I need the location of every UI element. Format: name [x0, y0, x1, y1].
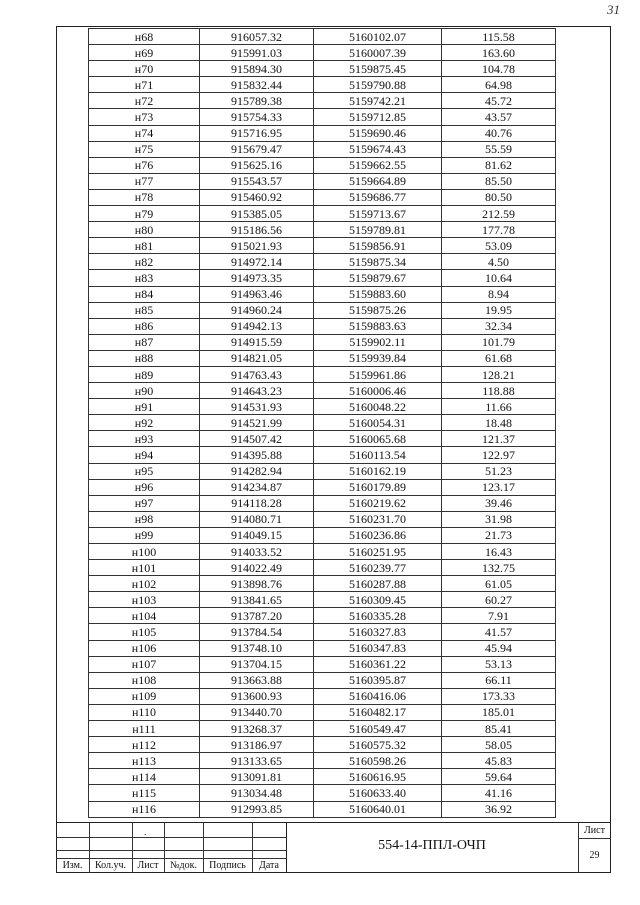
x-coordinate-cell: 915021.93: [200, 238, 314, 254]
distance-cell: 80.50: [442, 189, 556, 205]
x-coordinate-cell: 913600.93: [200, 688, 314, 704]
y-coordinate-cell: 5160598.26: [314, 753, 442, 769]
distance-cell: 41.16: [442, 785, 556, 801]
point-id-cell: н83: [89, 270, 200, 286]
y-coordinate-cell: 5159790.88: [314, 77, 442, 93]
table-row: [89, 495, 556, 511]
x-coordinate-cell: 914521.99: [200, 415, 314, 431]
y-coordinate-cell: 5160309.45: [314, 592, 442, 608]
x-coordinate-cell: 913091.81: [200, 769, 314, 785]
y-coordinate-cell: 5160416.06: [314, 688, 442, 704]
point-id-cell: н107: [89, 656, 200, 672]
table-row: [89, 334, 556, 350]
title-block-dot: .: [144, 827, 147, 837]
x-coordinate-cell: 914763.43: [200, 366, 314, 382]
point-id-cell: н99: [89, 527, 200, 543]
table-row: [89, 447, 556, 463]
point-id-cell: н81: [89, 238, 200, 254]
x-coordinate-cell: 915894.30: [200, 61, 314, 77]
distance-cell: 128.21: [442, 366, 556, 382]
y-coordinate-cell: 5159875.26: [314, 302, 442, 318]
y-coordinate-cell: 5160048.22: [314, 399, 442, 415]
y-coordinate-cell: 5160361.22: [314, 656, 442, 672]
distance-cell: 58.05: [442, 737, 556, 753]
point-id-cell: н78: [89, 189, 200, 205]
table-row: [89, 189, 556, 205]
point-id-cell: н75: [89, 141, 200, 157]
point-id-cell: н105: [89, 624, 200, 640]
distance-cell: 10.64: [442, 270, 556, 286]
distance-cell: 177.78: [442, 222, 556, 238]
y-coordinate-cell: 5160347.83: [314, 640, 442, 656]
point-id-cell: н84: [89, 286, 200, 302]
x-coordinate-cell: 914080.71: [200, 511, 314, 527]
point-id-cell: н90: [89, 383, 200, 399]
point-id-cell: н108: [89, 672, 200, 688]
distance-cell: 45.94: [442, 640, 556, 656]
sheet-label: Лист: [584, 825, 605, 836]
x-coordinate-cell: 914033.52: [200, 544, 314, 560]
table-row: [89, 109, 556, 125]
point-id-cell: н86: [89, 318, 200, 334]
x-coordinate-cell: 914395.88: [200, 447, 314, 463]
table-row: [89, 608, 556, 624]
table-row: [89, 350, 556, 366]
distance-cell: 36.92: [442, 801, 556, 817]
y-coordinate-cell: 5160236.86: [314, 527, 442, 543]
x-coordinate-cell: 914049.15: [200, 527, 314, 543]
y-coordinate-cell: 5159686.77: [314, 189, 442, 205]
table-row: [89, 238, 556, 254]
point-id-cell: н76: [89, 157, 200, 173]
x-coordinate-cell: 913663.88: [200, 672, 314, 688]
point-id-cell: н97: [89, 495, 200, 511]
distance-cell: 173.33: [442, 688, 556, 704]
table-row: [89, 785, 556, 801]
title-block: [56, 822, 611, 873]
table-row: [89, 801, 556, 817]
table-row: [89, 721, 556, 737]
point-id-cell: н87: [89, 334, 200, 350]
table-row: [89, 463, 556, 479]
x-coordinate-cell: 916057.32: [200, 29, 314, 45]
y-coordinate-cell: 5159902.11: [314, 334, 442, 350]
x-coordinate-cell: 914972.14: [200, 254, 314, 270]
table-row: [89, 737, 556, 753]
table-row: [89, 125, 556, 141]
x-coordinate-cell: 913268.37: [200, 721, 314, 737]
table-row: [89, 753, 556, 769]
point-id-cell: н70: [89, 61, 200, 77]
point-id-cell: н68: [89, 29, 200, 45]
table-row: [89, 383, 556, 399]
distance-cell: 81.62: [442, 157, 556, 173]
distance-cell: 11.66: [442, 399, 556, 415]
x-coordinate-cell: 914942.13: [200, 318, 314, 334]
y-coordinate-cell: 5160633.40: [314, 785, 442, 801]
point-id-cell: н106: [89, 640, 200, 656]
table-row: [89, 157, 556, 173]
y-coordinate-cell: 5159789.81: [314, 222, 442, 238]
distance-cell: 101.79: [442, 334, 556, 350]
table-row: [89, 29, 556, 45]
distance-cell: 66.11: [442, 672, 556, 688]
y-coordinate-cell: 5160239.77: [314, 560, 442, 576]
y-coordinate-cell: 5160251.95: [314, 544, 442, 560]
x-coordinate-cell: 914234.87: [200, 479, 314, 495]
point-id-cell: н69: [89, 45, 200, 61]
table-row: [89, 286, 556, 302]
table-row: [89, 61, 556, 77]
y-coordinate-cell: 5160065.68: [314, 431, 442, 447]
x-coordinate-cell: 914973.35: [200, 270, 314, 286]
y-coordinate-cell: 5159712.85: [314, 109, 442, 125]
distance-cell: 19.95: [442, 302, 556, 318]
distance-cell: 31.98: [442, 511, 556, 527]
y-coordinate-cell: 5160162.19: [314, 463, 442, 479]
y-coordinate-cell: 5160549.47: [314, 721, 442, 737]
y-coordinate-cell: 5160482.17: [314, 704, 442, 720]
point-id-cell: н89: [89, 366, 200, 382]
distance-cell: 18.48: [442, 415, 556, 431]
y-coordinate-cell: 5159879.67: [314, 270, 442, 286]
y-coordinate-cell: 5160395.87: [314, 672, 442, 688]
x-coordinate-cell: 914507.42: [200, 431, 314, 447]
table-row: [89, 656, 556, 672]
col-podpis-label: Подпись: [209, 860, 246, 871]
sheet-number: 29: [589, 850, 600, 861]
distance-cell: 53.09: [442, 238, 556, 254]
x-coordinate-cell: 913841.65: [200, 592, 314, 608]
point-id-cell: н80: [89, 222, 200, 238]
distance-cell: 51.23: [442, 463, 556, 479]
x-coordinate-cell: 913748.10: [200, 640, 314, 656]
page-mark: 31: [607, 2, 620, 17]
point-id-cell: н72: [89, 93, 200, 109]
distance-cell: 163.60: [442, 45, 556, 61]
point-id-cell: н100: [89, 544, 200, 560]
point-id-cell: н116: [89, 801, 200, 817]
distance-cell: 53.13: [442, 656, 556, 672]
table-row: [89, 254, 556, 270]
table-row: [89, 560, 556, 576]
point-id-cell: н73: [89, 109, 200, 125]
point-id-cell: н104: [89, 608, 200, 624]
point-id-cell: н113: [89, 753, 200, 769]
x-coordinate-cell: 915460.92: [200, 189, 314, 205]
distance-cell: 64.98: [442, 77, 556, 93]
x-coordinate-cell: 913034.48: [200, 785, 314, 801]
point-id-cell: н74: [89, 125, 200, 141]
col-ndok-label: №док.: [170, 860, 197, 871]
y-coordinate-cell: 5159961.86: [314, 366, 442, 382]
point-id-cell: н114: [89, 769, 200, 785]
y-coordinate-cell: 5159664.89: [314, 173, 442, 189]
y-coordinate-cell: 5159742.21: [314, 93, 442, 109]
col-list-label: Лист: [137, 860, 159, 871]
x-coordinate-cell: 915385.05: [200, 206, 314, 222]
point-id-cell: н115: [89, 785, 200, 801]
point-id-cell: н109: [89, 688, 200, 704]
table-row: [89, 399, 556, 415]
distance-cell: 122.97: [442, 447, 556, 463]
x-coordinate-cell: 914118.28: [200, 495, 314, 511]
distance-cell: 7.91: [442, 608, 556, 624]
x-coordinate-cell: 915625.16: [200, 157, 314, 173]
distance-cell: 43.57: [442, 109, 556, 125]
point-id-cell: н112: [89, 737, 200, 753]
y-coordinate-cell: 5159875.34: [314, 254, 442, 270]
x-coordinate-cell: 914821.05: [200, 350, 314, 366]
table-row: [89, 527, 556, 543]
x-coordinate-cell: 914915.59: [200, 334, 314, 350]
distance-cell: 16.43: [442, 544, 556, 560]
x-coordinate-cell: 915186.56: [200, 222, 314, 238]
x-coordinate-cell: 913186.97: [200, 737, 314, 753]
table-row: [89, 688, 556, 704]
distance-cell: 85.41: [442, 721, 556, 737]
point-id-cell: н101: [89, 560, 200, 576]
y-coordinate-cell: 5159883.60: [314, 286, 442, 302]
table-row: [89, 624, 556, 640]
point-id-cell: н111: [89, 721, 200, 737]
x-coordinate-cell: 913704.15: [200, 656, 314, 672]
table-row: [89, 479, 556, 495]
distance-cell: 61.68: [442, 350, 556, 366]
col-data-label: Дата: [259, 860, 279, 871]
x-coordinate-cell: 912993.85: [200, 801, 314, 817]
x-coordinate-cell: 915716.95: [200, 125, 314, 141]
coordinates-table: [88, 28, 556, 818]
distance-cell: 32.34: [442, 318, 556, 334]
table-row: [89, 431, 556, 447]
sheet-divider: [578, 838, 611, 839]
x-coordinate-cell: 913133.65: [200, 753, 314, 769]
col-izm-label: Изм.: [62, 860, 83, 871]
distance-cell: 104.78: [442, 61, 556, 77]
x-coordinate-cell: 914531.93: [200, 399, 314, 415]
x-coordinate-cell: 913787.20: [200, 608, 314, 624]
x-coordinate-cell: 915789.38: [200, 93, 314, 109]
y-coordinate-cell: 5159690.46: [314, 125, 442, 141]
y-coordinate-cell: 5160327.83: [314, 624, 442, 640]
x-coordinate-cell: 915832.44: [200, 77, 314, 93]
y-coordinate-cell: 5159883.63: [314, 318, 442, 334]
y-coordinate-cell: 5160006.46: [314, 383, 442, 399]
distance-cell: 41.57: [442, 624, 556, 640]
point-id-cell: н79: [89, 206, 200, 222]
y-coordinate-cell: 5160113.54: [314, 447, 442, 463]
table-row: [89, 640, 556, 656]
distance-cell: 39.46: [442, 495, 556, 511]
distance-cell: 21.73: [442, 527, 556, 543]
distance-cell: 132.75: [442, 560, 556, 576]
table-row: [89, 592, 556, 608]
distance-cell: 123.17: [442, 479, 556, 495]
y-coordinate-cell: 5160054.31: [314, 415, 442, 431]
distance-cell: 212.59: [442, 206, 556, 222]
x-coordinate-cell: 915991.03: [200, 45, 314, 61]
table-row: [89, 415, 556, 431]
distance-cell: 4.50: [442, 254, 556, 270]
y-coordinate-cell: 5160616.95: [314, 769, 442, 785]
table-row: [89, 704, 556, 720]
y-coordinate-cell: 5160219.62: [314, 495, 442, 511]
document-code: 554-14-ППЛ-ОЧП: [378, 838, 486, 853]
x-coordinate-cell: 915543.57: [200, 173, 314, 189]
point-id-cell: н82: [89, 254, 200, 270]
y-coordinate-cell: 5160231.70: [314, 511, 442, 527]
coordinates-table-body: [89, 29, 556, 818]
distance-cell: 118.88: [442, 383, 556, 399]
point-id-cell: н95: [89, 463, 200, 479]
x-coordinate-cell: 914963.46: [200, 286, 314, 302]
point-id-cell: н71: [89, 77, 200, 93]
table-row: [89, 173, 556, 189]
distance-cell: 121.37: [442, 431, 556, 447]
col-kol-uch-label: Кол.уч.: [94, 860, 127, 871]
y-coordinate-cell: 5160179.89: [314, 479, 442, 495]
table-row: [89, 366, 556, 382]
x-coordinate-cell: 914960.24: [200, 302, 314, 318]
distance-cell: 45.72: [442, 93, 556, 109]
table-row: [89, 222, 556, 238]
distance-cell: 45.83: [442, 753, 556, 769]
table-row: [89, 576, 556, 592]
point-id-cell: н94: [89, 447, 200, 463]
table-row: [89, 318, 556, 334]
point-id-cell: н103: [89, 592, 200, 608]
point-id-cell: н102: [89, 576, 200, 592]
table-row: [89, 270, 556, 286]
y-coordinate-cell: 5159875.45: [314, 61, 442, 77]
y-coordinate-cell: 5159674.43: [314, 141, 442, 157]
y-coordinate-cell: 5160287.88: [314, 576, 442, 592]
x-coordinate-cell: 913784.54: [200, 624, 314, 640]
y-coordinate-cell: 5159662.55: [314, 157, 442, 173]
distance-cell: 115.58: [442, 29, 556, 45]
point-id-cell: н93: [89, 431, 200, 447]
distance-cell: 55.59: [442, 141, 556, 157]
y-coordinate-cell: 5159713.67: [314, 206, 442, 222]
y-coordinate-cell: 5160007.39: [314, 45, 442, 61]
table-row: [89, 511, 556, 527]
y-coordinate-cell: 5160335.28: [314, 608, 442, 624]
x-coordinate-cell: 915679.47: [200, 141, 314, 157]
point-id-cell: н98: [89, 511, 200, 527]
point-id-cell: н92: [89, 415, 200, 431]
distance-cell: 60.27: [442, 592, 556, 608]
table-row: [89, 141, 556, 157]
x-coordinate-cell: 913898.76: [200, 576, 314, 592]
table-row: [89, 77, 556, 93]
table-row: [89, 769, 556, 785]
x-coordinate-cell: 914282.94: [200, 463, 314, 479]
y-coordinate-cell: 5160640.01: [314, 801, 442, 817]
x-coordinate-cell: 915754.33: [200, 109, 314, 125]
table-row: [89, 93, 556, 109]
point-id-cell: н77: [89, 173, 200, 189]
distance-cell: 40.76: [442, 125, 556, 141]
x-coordinate-cell: 913440.70: [200, 704, 314, 720]
table-row: [89, 206, 556, 222]
table-row: [89, 672, 556, 688]
distance-cell: 8.94: [442, 286, 556, 302]
point-id-cell: н91: [89, 399, 200, 415]
table-row: [89, 45, 556, 61]
x-coordinate-cell: 914643.23: [200, 383, 314, 399]
distance-cell: 185.01: [442, 704, 556, 720]
table-row: [89, 544, 556, 560]
distance-cell: 59.64: [442, 769, 556, 785]
x-coordinate-cell: 914022.49: [200, 560, 314, 576]
point-id-cell: н88: [89, 350, 200, 366]
point-id-cell: н96: [89, 479, 200, 495]
y-coordinate-cell: 5159939.84: [314, 350, 442, 366]
table-row: [89, 302, 556, 318]
y-coordinate-cell: 5159856.91: [314, 238, 442, 254]
point-id-cell: н110: [89, 704, 200, 720]
y-coordinate-cell: 5160102.07: [314, 29, 442, 45]
distance-cell: 85.50: [442, 173, 556, 189]
point-id-cell: н85: [89, 302, 200, 318]
distance-cell: 61.05: [442, 576, 556, 592]
y-coordinate-cell: 5160575.32: [314, 737, 442, 753]
